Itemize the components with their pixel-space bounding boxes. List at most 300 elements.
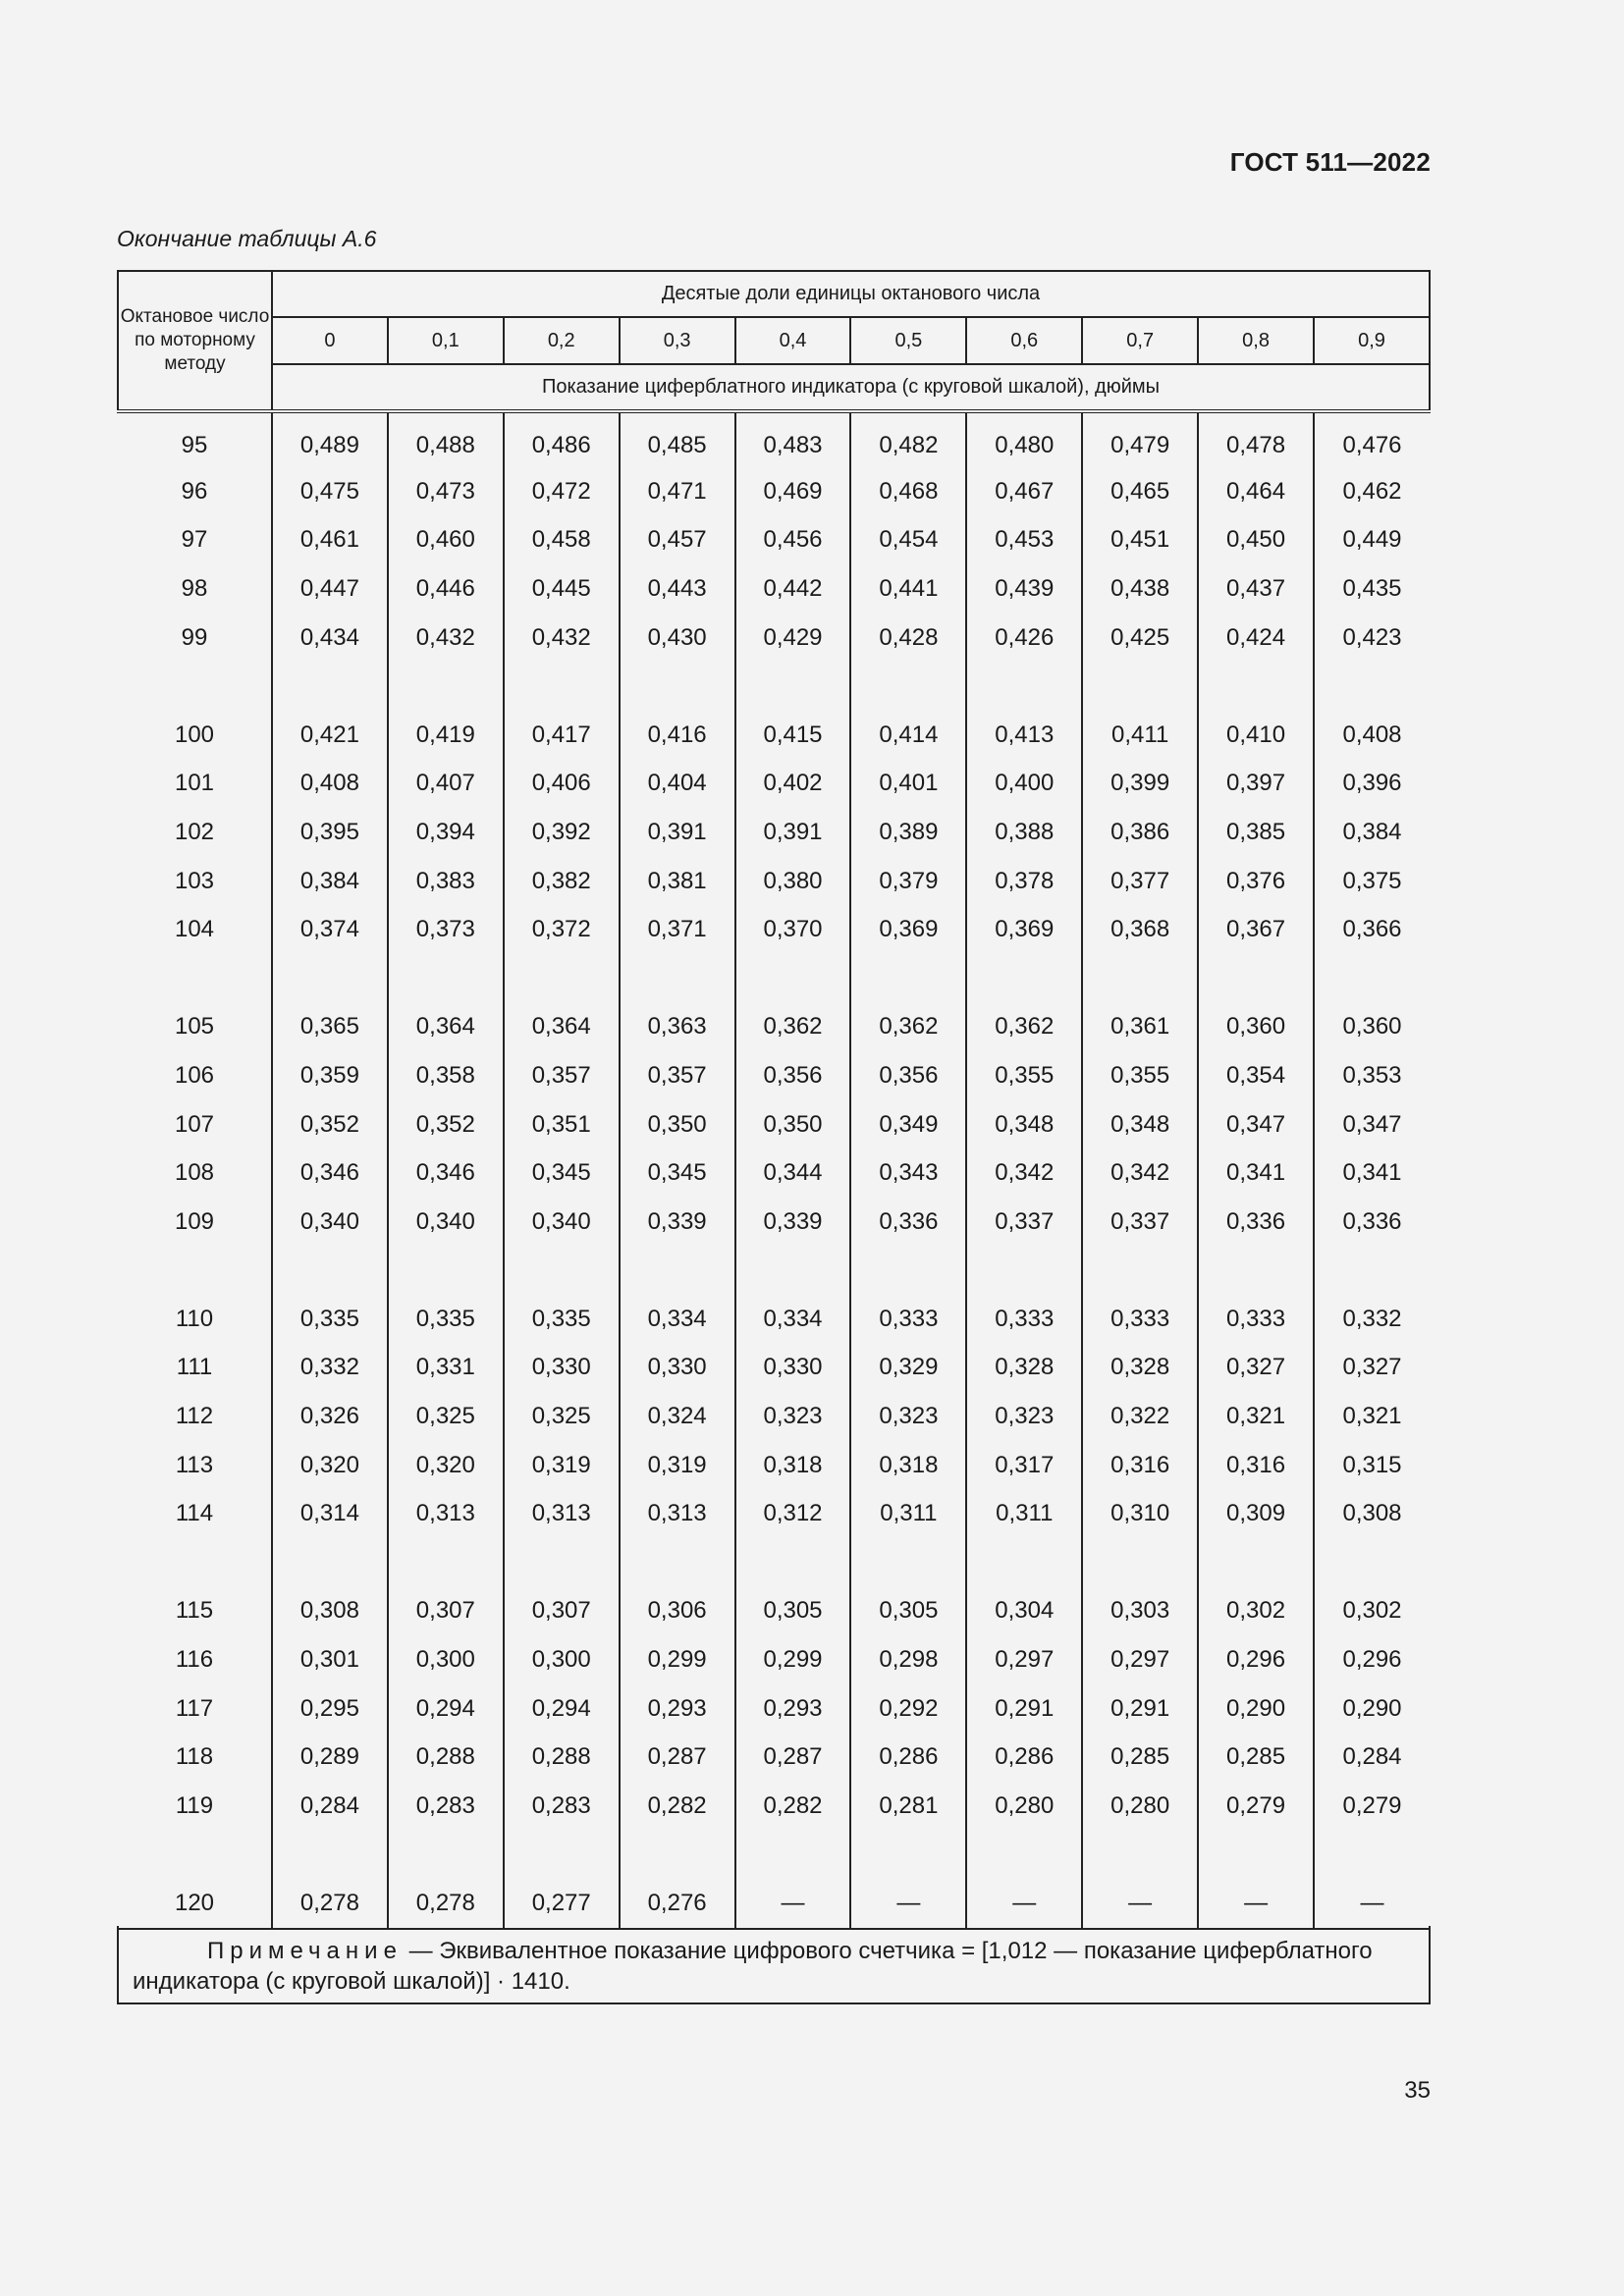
value-cell: 0,432	[504, 614, 620, 663]
octane-cell: 102	[174, 818, 215, 845]
value-cell: 0,311	[966, 1489, 1082, 1538]
value-cell: 0,367	[1198, 905, 1314, 954]
value-cell: 0,391	[620, 808, 735, 857]
value-cell: 0,417	[504, 711, 620, 760]
value-cell: 0,485	[620, 411, 735, 467]
value-cell: 0,319	[620, 1441, 735, 1490]
table-row	[118, 1489, 1430, 1538]
octane-cell: 111	[176, 1354, 213, 1381]
value-cell: 0,323	[966, 1392, 1082, 1441]
octane-cell: 98	[181, 574, 208, 602]
value-cell: 0,332	[1314, 1295, 1430, 1344]
fraction-header-cell: 0,7	[1082, 317, 1198, 364]
value-cell: 0,407	[388, 760, 504, 809]
value-cell: 0,281	[850, 1782, 966, 1831]
table-row	[118, 1635, 1430, 1684]
octane-cell: 101	[174, 770, 215, 797]
value-cell: 0,348	[1082, 1100, 1198, 1149]
value-cell: 0,318	[735, 1441, 851, 1490]
octane-cell: 118	[175, 1743, 214, 1771]
value-cell: 0,447	[272, 564, 388, 614]
spacer-cell	[1314, 662, 1430, 711]
spacer-cell	[735, 1538, 851, 1587]
spacer-cell	[966, 1247, 1082, 1296]
value-cell: 0,430	[620, 614, 735, 663]
value-cell: 0,360	[1198, 1003, 1314, 1052]
table-row	[118, 1003, 1430, 1052]
group-spacer-row	[118, 954, 1430, 1003]
value-cell: 0,404	[620, 760, 735, 809]
value-cell: 0,408	[272, 760, 388, 809]
spacer-cell	[388, 954, 504, 1003]
spacer-cell	[118, 954, 272, 1003]
value-cell: 0,402	[735, 760, 851, 809]
value-cell: 0,360	[1314, 1003, 1430, 1052]
value-cell: 0,429	[735, 614, 851, 663]
value-cell: 0,345	[504, 1148, 620, 1198]
spacer-cell	[1314, 1247, 1430, 1296]
fraction-header-cell: 0,8	[1198, 317, 1314, 364]
spacer-cell	[388, 1831, 504, 1880]
value-cell: 0,488	[388, 411, 504, 467]
value-cell: 0,337	[1082, 1198, 1198, 1247]
value-cell: 0,378	[966, 857, 1082, 906]
value-cell: 0,291	[1082, 1684, 1198, 1734]
spacer-cell	[850, 1247, 966, 1296]
value-cell: 0,279	[1314, 1782, 1430, 1831]
spacer-cell	[1198, 662, 1314, 711]
octane-column-header: Октановое число по моторному методу	[118, 271, 272, 411]
value-cell: 0,277	[504, 1879, 620, 1929]
spacer-cell	[504, 954, 620, 1003]
value-cell: 0,471	[620, 467, 735, 516]
value-cell: 0,397	[1198, 760, 1314, 809]
spacer-cell	[118, 1831, 272, 1880]
value-cell: 0,388	[966, 808, 1082, 857]
value-cell: 0,372	[504, 905, 620, 954]
value-cell: 0,366	[1314, 905, 1430, 954]
value-cell: 0,365	[272, 1003, 388, 1052]
table-row	[118, 1051, 1430, 1100]
value-cell: 0,334	[620, 1295, 735, 1344]
spacer-cell	[118, 1538, 272, 1587]
value-cell: 0,445	[504, 564, 620, 614]
value-cell: 0,441	[850, 564, 966, 614]
spacer-cell	[272, 1538, 388, 1587]
value-cell: 0,386	[1082, 808, 1198, 857]
spacer-cell	[388, 662, 504, 711]
table-row	[118, 1733, 1430, 1782]
value-cell: 0,318	[850, 1441, 966, 1490]
fraction-header-cell: 0,1	[388, 317, 504, 364]
value-cell: 0,294	[388, 1684, 504, 1734]
value-cell: 0,454	[850, 516, 966, 565]
value-cell: 0,340	[504, 1198, 620, 1247]
value-cell: 0,478	[1198, 411, 1314, 467]
value-cell: 0,363	[620, 1003, 735, 1052]
value-cell: 0,340	[272, 1198, 388, 1247]
spacer-cell	[1082, 1538, 1198, 1587]
octane-cell: 108	[174, 1159, 215, 1187]
value-cell: 0,296	[1314, 1635, 1430, 1684]
spacer-cell	[1314, 1831, 1430, 1880]
value-cell: 0,316	[1082, 1441, 1198, 1490]
table-row	[118, 808, 1430, 857]
value-cell: 0,467	[966, 467, 1082, 516]
octane-cell: 109	[174, 1207, 215, 1235]
note-text: — Эквивалентное показание цифрового счетчика = [1,012 — показание циферблатного индикатора (с круговой шкалой)] · 1410.	[133, 1938, 1373, 1995]
value-cell: 0,280	[1082, 1782, 1198, 1831]
spacer-cell	[850, 1831, 966, 1880]
value-cell: 0,300	[388, 1635, 504, 1684]
value-cell: 0,333	[966, 1295, 1082, 1344]
value-cell: 0,379	[850, 857, 966, 906]
value-cell: 0,449	[1314, 516, 1430, 565]
octane-cell: 119	[175, 1791, 214, 1819]
value-cell: 0,306	[620, 1587, 735, 1636]
unit-header: Показание циферблатного индикатора (с круговой шкалой), дюймы	[272, 364, 1430, 411]
table-row	[118, 1441, 1430, 1490]
value-cell: 0,341	[1314, 1148, 1430, 1198]
octane-cell: 114	[175, 1500, 214, 1527]
value-cell: 0,476	[1314, 411, 1430, 467]
group-spacer-row	[118, 662, 1430, 711]
spacer-cell	[966, 954, 1082, 1003]
table-row	[118, 1392, 1430, 1441]
value-cell: 0,331	[388, 1344, 504, 1393]
octane-cell: 112	[175, 1403, 214, 1430]
value-cell: 0,284	[1314, 1733, 1430, 1782]
value-cell: 0,355	[966, 1051, 1082, 1100]
value-cell: 0,362	[850, 1003, 966, 1052]
value-cell: 0,464	[1198, 467, 1314, 516]
value-cell: 0,334	[735, 1295, 851, 1344]
spacer-cell	[1082, 1247, 1198, 1296]
value-cell: 0,335	[272, 1295, 388, 1344]
value-cell: 0,383	[388, 857, 504, 906]
group-spacer-row	[118, 1831, 1430, 1880]
page-number: 35	[1404, 2077, 1431, 2104]
spacer-cell	[620, 1538, 735, 1587]
spacer-cell	[735, 1831, 851, 1880]
value-cell: 0,392	[504, 808, 620, 857]
value-cell: 0,426	[966, 614, 1082, 663]
table-row	[118, 614, 1430, 663]
table-row	[118, 1879, 1430, 1929]
note-label: Примечание	[207, 1938, 403, 1964]
value-cell: 0,424	[1198, 614, 1314, 663]
fraction-header-cell: 0,3	[620, 317, 735, 364]
value-cell: 0,483	[735, 411, 851, 467]
value-cell: 0,296	[1198, 1635, 1314, 1684]
value-cell: 0,472	[504, 467, 620, 516]
value-cell: 0,332	[272, 1344, 388, 1393]
value-cell: 0,413	[966, 711, 1082, 760]
table-row	[118, 857, 1430, 906]
fraction-header-row	[118, 317, 1430, 364]
spacer-cell	[1314, 1538, 1430, 1587]
fraction-header-cell: 0,6	[966, 317, 1082, 364]
value-cell: 0,335	[504, 1295, 620, 1344]
value-cell: 0,486	[504, 411, 620, 467]
value-cell: 0,442	[735, 564, 851, 614]
table-row	[118, 564, 1430, 614]
octane-cell: 117	[175, 1694, 214, 1722]
octane-cell: 105	[174, 1013, 215, 1041]
value-cell: 0,425	[1082, 614, 1198, 663]
value-cell: 0,381	[620, 857, 735, 906]
octane-cell: 96	[181, 477, 208, 505]
spacer-cell	[735, 1247, 851, 1296]
spacer-cell	[1198, 954, 1314, 1003]
value-cell: 0,373	[388, 905, 504, 954]
spacer-cell	[850, 1538, 966, 1587]
value-cell: 0,384	[272, 857, 388, 906]
value-cell: 0,438	[1082, 564, 1198, 614]
octane-cell: 106	[174, 1061, 215, 1089]
spacer-cell	[1082, 662, 1198, 711]
spacer-cell	[620, 1247, 735, 1296]
value-cell: 0,462	[1314, 467, 1430, 516]
value-cell: 0,313	[504, 1489, 620, 1538]
value-cell: 0,489	[272, 411, 388, 467]
table-row	[118, 760, 1430, 809]
value-cell: 0,368	[1082, 905, 1198, 954]
value-cell: 0,364	[504, 1003, 620, 1052]
value-cell: 0,327	[1198, 1344, 1314, 1393]
value-cell: 0,292	[850, 1684, 966, 1734]
value-cell: 0,376	[1198, 857, 1314, 906]
octane-cell: 107	[174, 1110, 215, 1138]
value-cell: 0,419	[388, 711, 504, 760]
value-cell: 0,348	[966, 1100, 1082, 1149]
value-cell: 0,352	[272, 1100, 388, 1149]
spacer-cell	[620, 662, 735, 711]
value-cell: 0,344	[735, 1148, 851, 1198]
value-cell: 0,282	[620, 1782, 735, 1831]
value-cell: 0,396	[1314, 760, 1430, 809]
value-cell: 0,343	[850, 1148, 966, 1198]
value-cell: 0,415	[735, 711, 851, 760]
value-cell: 0,284	[272, 1782, 388, 1831]
value-cell: 0,356	[850, 1051, 966, 1100]
value-cell: 0,357	[620, 1051, 735, 1100]
octane-table	[117, 270, 1431, 1930]
value-cell: 0,461	[272, 516, 388, 565]
table-row	[118, 1587, 1430, 1636]
value-cell: 0,323	[735, 1392, 851, 1441]
value-cell: 0,316	[1198, 1441, 1314, 1490]
value-cell: 0,310	[1082, 1489, 1198, 1538]
value-cell: 0,400	[966, 760, 1082, 809]
value-cell: 0,475	[272, 467, 388, 516]
value-cell: 0,298	[850, 1635, 966, 1684]
table-row	[118, 1684, 1430, 1734]
table-row	[118, 411, 1430, 467]
value-cell: 0,321	[1198, 1392, 1314, 1441]
value-cell: 0,335	[388, 1295, 504, 1344]
value-cell: 0,341	[1198, 1148, 1314, 1198]
value-cell: 0,285	[1198, 1733, 1314, 1782]
value-cell: 0,290	[1314, 1684, 1430, 1734]
spacer-cell	[1198, 1831, 1314, 1880]
value-cell: 0,285	[1082, 1733, 1198, 1782]
value-cell: 0,295	[272, 1684, 388, 1734]
octane-cell: 95	[181, 431, 208, 458]
spacer-cell	[735, 662, 851, 711]
table-row	[118, 467, 1430, 516]
value-cell: 0,468	[850, 467, 966, 516]
spacer-cell	[388, 1538, 504, 1587]
value-cell: 0,327	[1314, 1344, 1430, 1393]
value-cell: 0,362	[966, 1003, 1082, 1052]
value-cell: —	[966, 1879, 1082, 1929]
value-cell: 0,323	[850, 1392, 966, 1441]
value-cell: 0,297	[966, 1635, 1082, 1684]
value-cell: 0,276	[620, 1879, 735, 1929]
octane-cell: 113	[175, 1451, 214, 1478]
value-cell: 0,434	[272, 614, 388, 663]
octane-cell: 99	[181, 623, 208, 651]
octane-cell: 103	[174, 867, 215, 894]
value-cell: 0,369	[850, 905, 966, 954]
table-caption: Окончание таблицы А.6	[117, 226, 377, 251]
value-cell: 0,399	[1082, 760, 1198, 809]
value-cell: 0,307	[504, 1587, 620, 1636]
value-cell: 0,432	[388, 614, 504, 663]
value-cell: 0,287	[735, 1733, 851, 1782]
value-cell: 0,408	[1314, 711, 1430, 760]
value-cell: 0,395	[272, 808, 388, 857]
value-cell: 0,345	[620, 1148, 735, 1198]
spacer-cell	[504, 1247, 620, 1296]
value-cell: 0,302	[1314, 1587, 1430, 1636]
value-cell: —	[735, 1879, 851, 1929]
spacer-cell	[966, 1538, 1082, 1587]
spacer-cell	[272, 1247, 388, 1296]
value-cell: 0,446	[388, 564, 504, 614]
value-cell: 0,330	[620, 1344, 735, 1393]
value-cell: 0,313	[620, 1489, 735, 1538]
octane-cell: 120	[174, 1890, 215, 1917]
value-cell: 0,453	[966, 516, 1082, 565]
spacer-cell	[272, 662, 388, 711]
spacer-cell	[966, 1831, 1082, 1880]
document-id: ГОСТ 511—2022	[1229, 147, 1431, 177]
value-cell: 0,339	[735, 1198, 851, 1247]
value-cell: 0,370	[735, 905, 851, 954]
value-cell: 0,286	[850, 1733, 966, 1782]
value-cell: 0,391	[735, 808, 851, 857]
value-cell: 0,355	[1082, 1051, 1198, 1100]
value-cell: 0,333	[1082, 1295, 1198, 1344]
value-cell: 0,450	[1198, 516, 1314, 565]
value-cell: 0,302	[1198, 1587, 1314, 1636]
value-cell: 0,451	[1082, 516, 1198, 565]
table-row	[118, 905, 1430, 954]
fraction-group-header: Десятые доли единицы октанового числа	[272, 271, 1430, 317]
value-cell: 0,456	[735, 516, 851, 565]
spacer-cell	[504, 1538, 620, 1587]
value-cell: 0,411	[1082, 711, 1198, 760]
value-cell: 0,286	[966, 1733, 1082, 1782]
value-cell: 0,336	[850, 1198, 966, 1247]
value-cell: 0,353	[1314, 1051, 1430, 1100]
value-cell: 0,362	[735, 1003, 851, 1052]
fraction-header-cell: 0,9	[1314, 317, 1430, 364]
value-cell: 0,333	[850, 1295, 966, 1344]
fraction-header-cell: 0,5	[850, 317, 966, 364]
table-row	[118, 1100, 1430, 1149]
value-cell: 0,309	[1198, 1489, 1314, 1538]
value-cell: 0,346	[272, 1148, 388, 1198]
value-cell: 0,307	[388, 1587, 504, 1636]
value-cell: 0,482	[850, 411, 966, 467]
value-cell: 0,333	[1198, 1295, 1314, 1344]
value-cell: 0,336	[1198, 1198, 1314, 1247]
value-cell: 0,394	[388, 808, 504, 857]
value-cell: 0,304	[966, 1587, 1082, 1636]
value-cell: 0,457	[620, 516, 735, 565]
value-cell: 0,308	[272, 1587, 388, 1636]
value-cell: 0,299	[620, 1635, 735, 1684]
value-cell: 0,300	[504, 1635, 620, 1684]
value-cell: 0,330	[504, 1344, 620, 1393]
value-cell: 0,385	[1198, 808, 1314, 857]
table-row	[118, 1148, 1430, 1198]
value-cell: 0,305	[735, 1587, 851, 1636]
value-cell: 0,350	[735, 1100, 851, 1149]
value-cell: 0,389	[850, 808, 966, 857]
value-cell: 0,364	[388, 1003, 504, 1052]
value-cell: —	[850, 1879, 966, 1929]
value-cell: 0,347	[1198, 1100, 1314, 1149]
value-cell: 0,329	[850, 1344, 966, 1393]
value-cell: 0,356	[735, 1051, 851, 1100]
table-row	[118, 1198, 1430, 1247]
value-cell: 0,289	[272, 1733, 388, 1782]
spacer-cell	[504, 662, 620, 711]
table-body	[118, 411, 1430, 1929]
value-cell: 0,317	[966, 1441, 1082, 1490]
value-cell: 0,280	[966, 1782, 1082, 1831]
value-cell: 0,312	[735, 1489, 851, 1538]
fraction-header-cell: 0,4	[735, 317, 851, 364]
value-cell: 0,293	[735, 1684, 851, 1734]
value-cell: —	[1082, 1879, 1198, 1929]
value-cell: 0,439	[966, 564, 1082, 614]
value-cell: 0,347	[1314, 1100, 1430, 1149]
table-row	[118, 1295, 1430, 1344]
fraction-header-cell: 0	[272, 317, 388, 364]
value-cell: 0,351	[504, 1100, 620, 1149]
value-cell: 0,340	[388, 1198, 504, 1247]
value-cell: 0,325	[504, 1392, 620, 1441]
value-cell: 0,428	[850, 614, 966, 663]
value-cell: 0,479	[1082, 411, 1198, 467]
value-cell: 0,320	[388, 1441, 504, 1490]
value-cell: 0,382	[504, 857, 620, 906]
spacer-cell	[272, 954, 388, 1003]
value-cell: 0,380	[735, 857, 851, 906]
value-cell: 0,421	[272, 711, 388, 760]
value-cell: 0,458	[504, 516, 620, 565]
spacer-cell	[1314, 954, 1430, 1003]
value-cell: 0,352	[388, 1100, 504, 1149]
value-cell: 0,346	[388, 1148, 504, 1198]
value-cell: 0,354	[1198, 1051, 1314, 1100]
value-cell: 0,336	[1314, 1198, 1430, 1247]
